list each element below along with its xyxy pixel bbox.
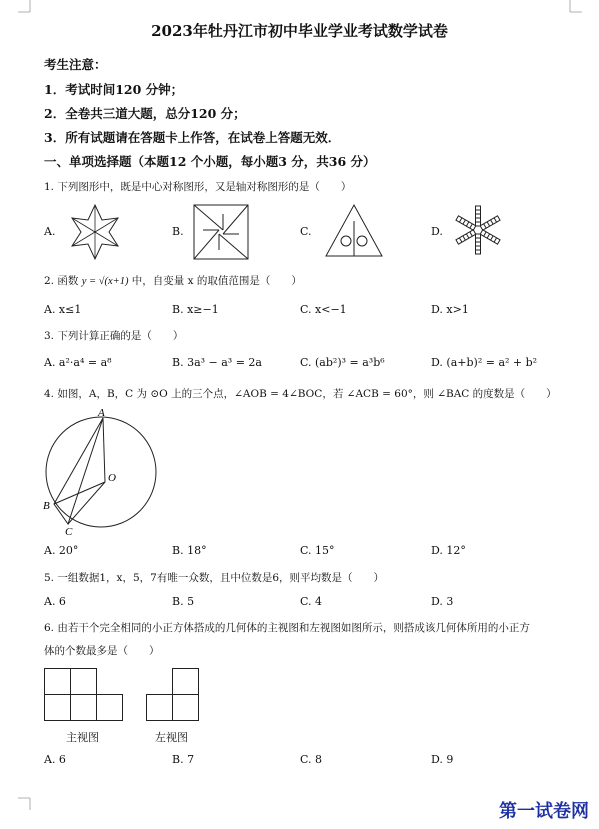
q2-formula: y = √(x+1) [81, 276, 129, 287]
front-view-figure [44, 668, 124, 724]
corner-mark-top-left [0, 0, 40, 20]
notice-item: 2．全卷共三道大题，总分120 分； [44, 106, 246, 121]
corner-mark-top-right [560, 0, 599, 20]
q5-option-c: C. 4 [300, 595, 323, 608]
notice-item: 1．考试时间120 分钟； [44, 82, 184, 97]
q4-option-a: A. 20° [44, 544, 79, 557]
question-6-stem-line1: 6. 由若干个完全相同的小正方体搭成的几何体的主视图和左视图如图所示，则搭成该几何体所用的小正方 [44, 622, 530, 634]
notice-item: 3．所有试题请在答题卡上作答，在试卷上答题无效． [44, 130, 341, 145]
q2-option-c: C. x<−1 [300, 303, 347, 316]
star-hexagram-figure [62, 202, 128, 262]
q6-option-b: B. 7 [172, 753, 195, 766]
point-label-c: C [65, 526, 73, 538]
q3-option-d: D. (a+b)² = a² + b² [431, 356, 538, 369]
question-3-stem: 3. 下列计算正确的是（ ） [44, 330, 184, 342]
point-label-b: B [43, 500, 50, 512]
q3-option-a: A. a²·a⁴ = a⁸ [44, 356, 112, 369]
q1-option-c-label: C. [300, 225, 312, 238]
q4-option-b: B. 18° [172, 544, 207, 557]
q5-option-a: A. 6 [44, 595, 66, 608]
q1-option-d-label: D. [431, 225, 443, 238]
circle-geometry-figure [38, 406, 163, 536]
page-title: 2023年牡丹江市初中毕业学业考试数学试卷 [151, 22, 448, 40]
left-view-caption: 左视图 [155, 731, 188, 744]
q6-option-c: C. 8 [300, 753, 323, 766]
q6-option-d: D. 9 [431, 753, 454, 766]
question-2-stem [44, 273, 302, 288]
square-pinwheel-figure [193, 204, 249, 260]
triangle-circles-figure [324, 203, 384, 259]
point-label-o: O [108, 472, 116, 484]
q4-option-c: C. 15° [300, 544, 335, 557]
q3-option-c: C. (ab²)³ = a³b⁶ [300, 356, 385, 369]
q5-option-b: B. 5 [172, 595, 195, 608]
site-watermark: 第一试卷网 [499, 801, 589, 822]
q1-option-a-label: A. [44, 225, 56, 238]
corner-mark-bottom-left [0, 790, 40, 810]
q3-option-b: B. 3a³ − a³ = 2a [172, 356, 262, 369]
q6-option-a: A. 6 [44, 753, 66, 766]
q5-option-d: D. 3 [431, 595, 454, 608]
question-4-stem: 4. 如图，A，B，C 为 ⊙O 上的三个点，∠AOB = 4∠BOC，若 ∠ACB = 60°，则 ∠BAC 的度数是（ ） [44, 388, 557, 400]
question-5-stem: 5. 一组数据1，x，5，7有唯一众数，且中位数是6，则平均数是（ ） [44, 572, 384, 584]
front-view-caption: 主视图 [66, 731, 99, 744]
q2-option-d: D. x>1 [431, 303, 469, 316]
q2-option-a: A. x≤1 [44, 303, 82, 316]
pinwheel-blades-figure [452, 205, 504, 255]
q4-option-d: D. 12° [431, 544, 466, 557]
q1-option-b-label: B. [172, 225, 184, 238]
question-1-stem: 1. 下列图形中，既是中心对称图形，又是轴对称图形的是（ ） [44, 181, 352, 193]
q2-option-b: B. x≥−1 [172, 303, 219, 316]
q2-stem-post: 中，自变量 x 的取值范围是（ ） [131, 275, 302, 287]
question-6-stem-line2: 体的个数最多是（ ） [44, 645, 160, 657]
point-label-a: A [98, 407, 105, 419]
left-view-figure [146, 668, 202, 724]
section-heading: 一、单项选择题（本题12 个小题，每小题3 分，共36 分） [44, 154, 376, 169]
q2-stem-pre: 2. 函数 [44, 275, 79, 287]
notice-heading: 考生注意： [44, 57, 107, 72]
